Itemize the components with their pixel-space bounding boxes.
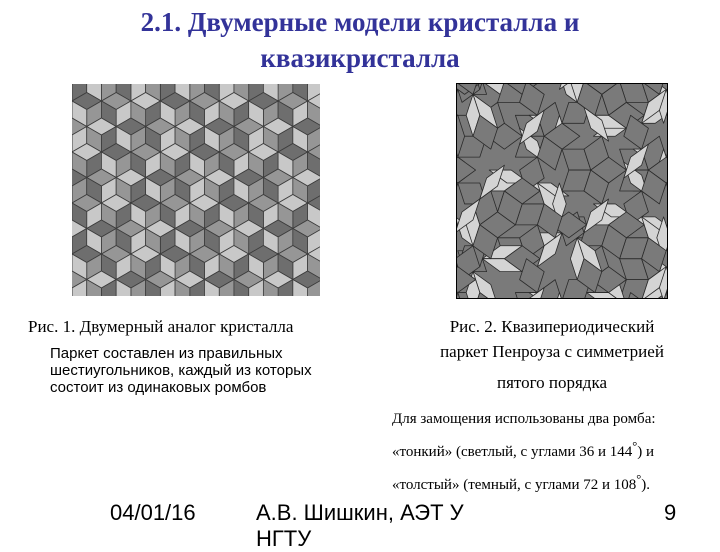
penrose-tiling-drawing — [457, 84, 667, 298]
figure-1-description: Паркет составлен из правильных шестиугольников, каждый из которых состоит из одинаковых ромбов — [50, 345, 312, 396]
slide-title — [0, 4, 720, 76]
figure-2-description-line-2: «тонкий» (светлый, с углами 36 и 144 — [392, 444, 633, 460]
figure-2-description-line-1: Для замощения использованы два ромба: — [392, 411, 656, 427]
figure-1-caption: Рис. 1. Двумерный аналог кристалла — [28, 317, 294, 336]
figure-2-caption — [392, 314, 712, 395]
figure-2-description — [392, 406, 712, 499]
footer-page-number: 9 — [664, 500, 677, 525]
figure-2-description-line-2-end: ) и — [637, 444, 655, 460]
hexagonal-parquet-drawing — [72, 84, 320, 296]
degree-mark: ° — [632, 439, 638, 453]
figure-2-description-line-3: «толстый» (темный, с углами 72 и 108 — [392, 477, 637, 493]
degree-mark: ° — [636, 472, 642, 486]
figure-2-description-line-3-end: ). — [641, 477, 651, 493]
hexagonal-rhombus-parquet-figure — [72, 84, 320, 296]
figure-2-caption-line-1: Рис. 2. Квазипериодический — [449, 317, 655, 336]
footer-date: 04/01/16 — [110, 500, 196, 525]
penrose-tiling-figure — [456, 83, 668, 299]
footer-author: А.В. Шишкин, АЭТ У НГТУ — [256, 500, 464, 551]
figure-2-caption-line-3: пятого порядка — [496, 373, 608, 392]
title-line-1: 2.1. Двумерные модели кристалла и — [140, 7, 580, 37]
figure-2-caption-line-2: паркет Пенроуза с симметрией — [440, 342, 664, 361]
title-line-2: квазикристалла — [260, 43, 460, 73]
